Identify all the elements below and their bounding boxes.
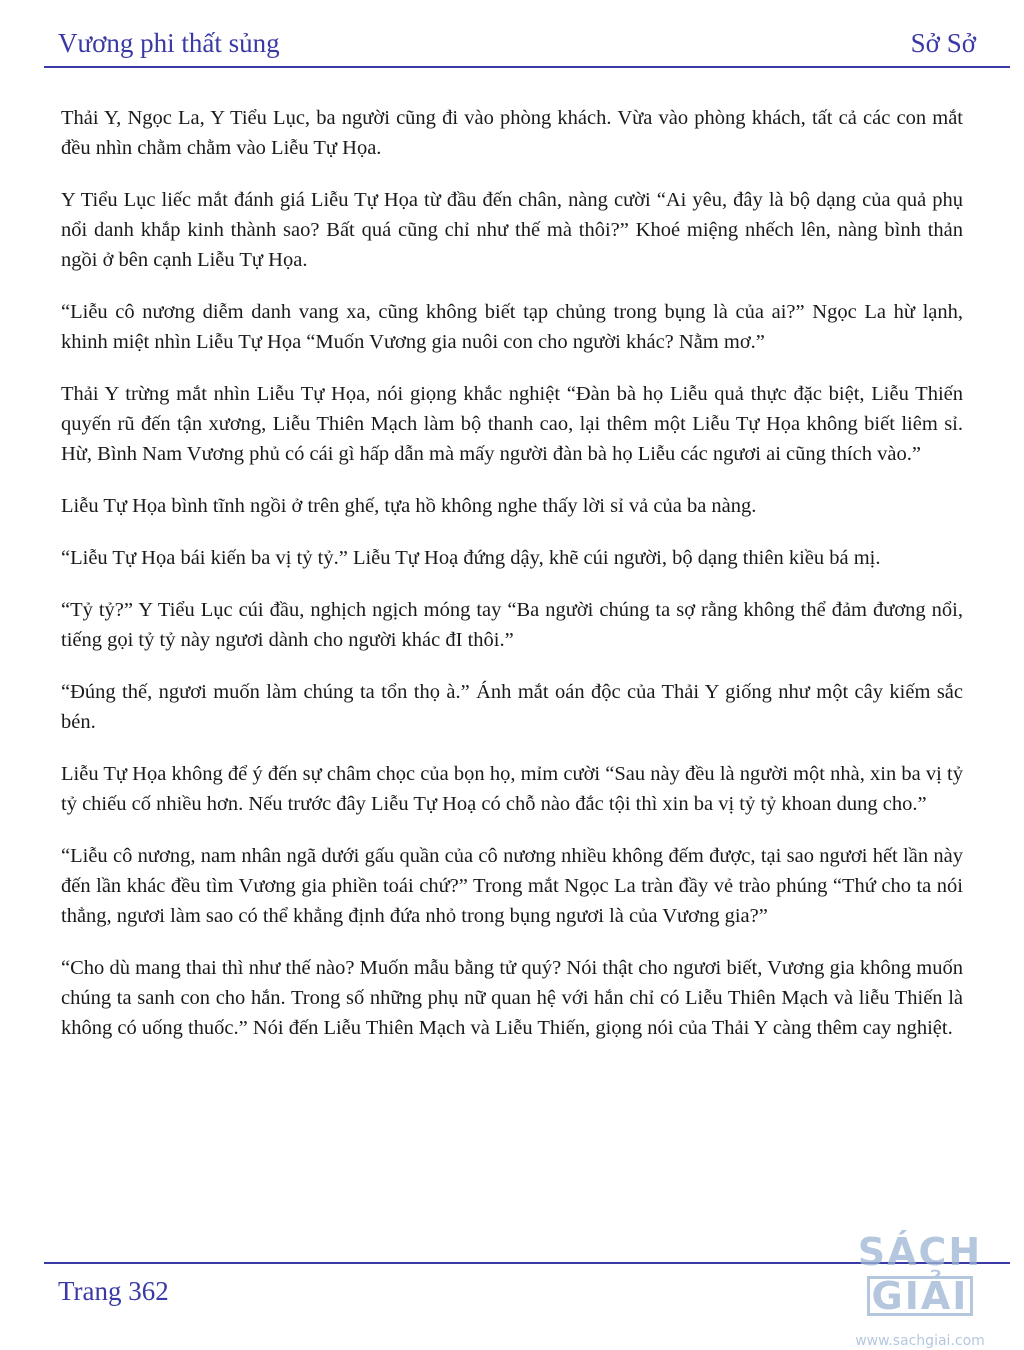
header-divider <box>44 66 1010 68</box>
paragraph: Liễu Tự Họa bình tĩnh ngồi ở trên ghế, tựa hồ không nghe thấy lời sỉ vả của ba nàng. <box>61 495 757 517</box>
watermark-logo <box>818 1230 1022 1349</box>
page-header <box>58 26 976 66</box>
book-title: Vương phi thất sủng <box>58 28 280 58</box>
page-number: Trang 362 <box>58 1276 169 1306</box>
paragraph: “Cho dù mang thai thì như thế nào? Muốn mẫu bằng tử quý? Nói thật cho ngươi biết, Vương gia không muốn chúng ta sanh con cho hắn. Trong số những phụ nữ quan hệ với hắn chỉ có Liễu Thiên Mạch và liễu Thiến là không có uống thuốc.” Nói đến Liễu Thiên Mạch và Liễu Thiến, giọng nói của Thải Y càng thêm cay nghiệt. <box>61 957 963 1039</box>
page-body <box>61 103 963 1065</box>
watermark-logo-part1: SÁCH <box>857 1230 983 1274</box>
author-name: Sở Sở <box>910 28 976 58</box>
paragraph: “Đúng thế, ngươi muốn làm chúng ta tổn thọ à.” Ánh mắt oán độc của Thải Y giống như một cây kiếm sắc bén. <box>61 681 963 733</box>
paragraph: Liễu Tự Họa không để ý đến sự châm chọc của bọn họ, mỉm cười “Sau này đều là người một nhà, xin ba vị tỷ tỷ chiếu cố nhiều hơn. Nếu trước đây Liễu Tự Hoạ có chỗ nào đắc tội thì xin ba vị tỷ tỷ khoan dung cho.” <box>61 763 963 815</box>
paragraph: “Tỷ tỷ?” Y Tiểu Lục cúi đầu, nghịch ngịch móng tay “Ba người chúng ta sợ rằng không thể đảm đương nổi, tiếng gọi tỷ tỷ này ngươi dành cho người khác đI thôi.” <box>61 599 963 651</box>
watermark-logo-text <box>818 1230 1022 1318</box>
paragraph: “Liễu cô nương, nam nhân ngã dưới gấu quần của cô nương nhiều không đếm được, tại sao ngươi hết lần này đến lần khác đều tìm Vương gia phiền toái chứ?” Trong mắt Ngọc La tràn đầy vẻ trào phúng “Thứ cho ta nói thẳng, ngươi làm sao có thể khẳng định đứa nhỏ trong bụng ngươi là của Vương gia?” <box>61 845 963 927</box>
paragraph: Thải Y, Ngọc La, Y Tiểu Lục, ba người cũng đi vào phòng khách. Vừa vào phòng khách, tất cả các con mắt đều nhìn chằm chằm vào Liễu Tự Họa. <box>61 107 963 159</box>
paragraph: “Liễu Tự Họa bái kiến ba vị tỷ tỷ.” Liễu Tự Hoạ đứng dậy, khẽ cúi người, bộ dạng thiên kiều bá mị. <box>61 547 881 569</box>
watermark-logo-part2: GIẢI <box>867 1276 974 1316</box>
paragraph: Thải Y trừng mắt nhìn Liễu Tự Họa, nói giọng khắc nghiệt “Đàn bà họ Liễu quả thực đặc biệt, Liễu Thiến quyến rũ đến tận xương, Liễu Thiên Mạch làm bộ thanh cao, lại thêm một Liễu Tự Họa không biết liêm sỉ. Hừ, Bình Nam Vương phủ có cái gì hấp dẫn mà mấy người đàn bà họ Liễu các ngươi ai cũng thích vào.” <box>61 383 963 465</box>
paragraph: Y Tiểu Lục liếc mắt đánh giá Liễu Tự Họa từ đầu đến chân, nàng cười “Ai yêu, đây là bộ dạng của quả phụ nổi danh khắp kinh thành sao? Bất quá cũng chỉ như thế mà thôi?” Khoé miệng nhếch lên, nàng bình thản ngồi ở bên cạnh Liễu Tự Họa. <box>61 189 963 271</box>
paragraph: “Liễu cô nương diễm danh vang xa, cũng không biết tạp chủng trong bụng là của ai?” Ngọc La hừ lạnh, khinh miệt nhìn Liễu Tự Họa “Muốn Vương gia nuôi con cho người khác? Nằm mơ.” <box>61 301 963 353</box>
watermark-url: www.sachgiai.com <box>855 1333 985 1349</box>
